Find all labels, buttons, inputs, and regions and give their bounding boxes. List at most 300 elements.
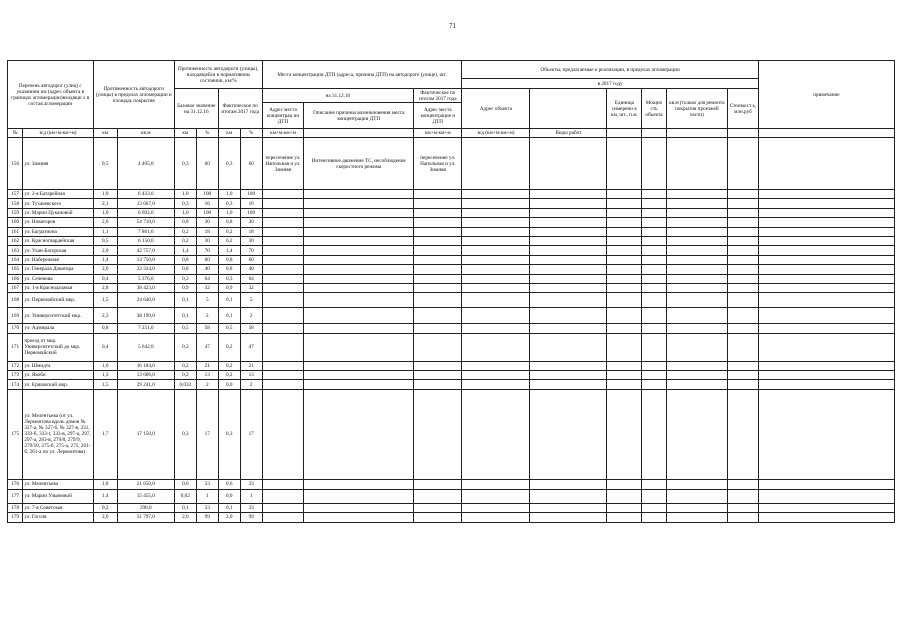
cell-empty: [666, 489, 727, 503]
cell-name: ул. Генерала Доватора: [23, 265, 93, 274]
cell-dtp-addr: [262, 190, 304, 199]
cell-f-km: 0,8: [218, 218, 240, 227]
cell-dtp-addr2: [414, 371, 462, 380]
cell-empty: [666, 361, 727, 370]
cell-empty: [530, 190, 607, 199]
cell-empty: [462, 138, 530, 190]
cell-f-km: 0,2: [218, 333, 240, 361]
cell-km: 0,4: [93, 274, 117, 283]
cell-b-pct: 64: [196, 274, 218, 283]
cell-sqm: 5 376,0: [117, 274, 174, 283]
cell-empty: [666, 380, 727, 389]
cell-empty: [728, 389, 759, 479]
cell-empty: [642, 265, 666, 274]
sub-kmm2: км+м-км+м: [414, 129, 462, 138]
cell-no: 171: [8, 333, 23, 361]
cell-dtp-reason: [304, 489, 414, 503]
cell-empty: [642, 236, 666, 245]
cell-b-pct: 60: [196, 138, 218, 190]
cell-b-km: 0,3: [174, 389, 196, 479]
cell-km: 1,0: [93, 190, 117, 199]
cell-sqm: 38 423,0: [117, 283, 174, 292]
cell-km: 1,5: [93, 380, 117, 389]
cell-empty: [462, 227, 530, 236]
cell-b-pct: 40: [196, 265, 218, 274]
cell-b-km: 0,9: [174, 283, 196, 292]
cell-empty: [462, 361, 530, 370]
cell-f-km: 0,3: [218, 274, 240, 283]
cell-empty: [666, 503, 727, 512]
cell-no: 174: [8, 380, 23, 389]
cell-no: 164: [8, 255, 23, 264]
cell-name: ул. Тухачевского: [23, 199, 93, 208]
cell-empty: [607, 255, 642, 264]
table-row: [8, 138, 895, 190]
cell-f-pct: 30: [240, 218, 262, 227]
cell-f-pct: 60: [240, 255, 262, 264]
cell-dtp-addr: [262, 479, 304, 489]
cell-empty: [462, 208, 530, 217]
cell-km: 2,0: [93, 246, 117, 255]
cell-b-km: 0,2: [174, 361, 196, 370]
sub-no: №: [8, 129, 23, 138]
cell-sqm: 4 405,0: [117, 138, 174, 190]
cell-sqm: 6 692,0: [117, 208, 174, 217]
cell-empty: [530, 293, 607, 308]
header-fact: Фактическое по итогам 2017 года: [218, 89, 262, 129]
cell-dtp-addr: [262, 293, 304, 308]
cell-empty: [530, 283, 607, 292]
cell-empty: [462, 308, 530, 324]
cell-name: ул. Сеченова: [23, 274, 93, 283]
cell-empty: [530, 389, 607, 479]
cell-no: 160: [8, 218, 23, 227]
cell-b-pct: 100: [196, 190, 218, 199]
cell-dtp-addr2: [414, 199, 462, 208]
header-roads: Перечень автодорог (улиц) с указанием км (адрес объекта в границах агломерации)входящи х в состав агломерации: [8, 61, 94, 129]
cell-empty: [642, 361, 666, 370]
table-row: [8, 361, 895, 370]
cell-dtp-addr: [262, 489, 304, 503]
header-dtp-addr2: Адрес места концентрацие и ДТП: [414, 103, 462, 129]
cell-empty: [462, 199, 530, 208]
cell-empty: [758, 236, 894, 245]
cell-empty: [530, 371, 607, 380]
cell-dtp-addr: пересечение ул. Напольная и ул. Зимняя: [262, 138, 304, 190]
cell-empty: [758, 138, 894, 190]
cell-no: 177: [8, 489, 23, 503]
cell-sqm: 42 757,0: [117, 246, 174, 255]
cell-dtp-reason: [304, 361, 414, 370]
cell-dtp-addr2: [414, 190, 462, 199]
cell-empty: [462, 324, 530, 333]
table-row: [8, 293, 895, 308]
cell-sqm: 6 433,0: [117, 190, 174, 199]
cell-b-km: 1,0: [174, 208, 196, 217]
cell-dtp-addr: [262, 503, 304, 512]
cell-empty: [462, 380, 530, 389]
sub-works: Виды работ: [530, 129, 607, 138]
cell-empty: [462, 479, 530, 489]
table-row: [8, 227, 895, 236]
cell-no: 161: [8, 227, 23, 236]
cell-km: 0,5: [93, 138, 117, 190]
cell-f-pct: 2: [240, 380, 262, 389]
cell-sqm: 7 251,0: [117, 324, 174, 333]
cell-empty: [607, 208, 642, 217]
cell-dtp-addr2: [414, 218, 462, 227]
cell-empty: [607, 513, 642, 522]
cell-empty: [728, 308, 759, 324]
cell-empty: [530, 489, 607, 503]
cell-f-pct: 60: [240, 138, 262, 190]
cell-b-km: 0,032: [174, 380, 196, 389]
cell-b-pct: 47: [196, 333, 218, 361]
header-units: Единица измерени я км, шт., п.м.: [607, 89, 642, 129]
cell-name: ул. Марии Ульяновой: [23, 489, 93, 503]
cell-f-pct: 30: [240, 236, 262, 245]
cell-f-pct: 18: [240, 227, 262, 236]
cell-empty: [607, 361, 642, 370]
cell-empty: [758, 503, 894, 512]
cell-b-pct: 33: [196, 479, 218, 489]
cell-km: 2,1: [93, 199, 117, 208]
header-obj-addr: Адрес объекта: [462, 89, 530, 129]
cell-empty: [728, 513, 759, 522]
cell-empty: [530, 218, 607, 227]
cell-km: 1,4: [93, 255, 117, 264]
cell-dtp-addr2: [414, 208, 462, 217]
cell-no: 162: [8, 236, 23, 245]
cell-empty: [642, 308, 666, 324]
cell-empty: [758, 479, 894, 489]
cell-empty: [758, 199, 894, 208]
cell-empty: [642, 283, 666, 292]
cell-f-km: 0,8: [218, 265, 240, 274]
cell-b-km: 0,3: [174, 274, 196, 283]
sub-kmm: км+м-км+м: [262, 129, 304, 138]
cell-empty: [728, 361, 759, 370]
cell-empty: [666, 513, 727, 522]
cell-dtp-reason: [304, 479, 414, 489]
cell-b-km: 1,0: [174, 190, 196, 199]
header-power: Мощно сть объекта: [642, 89, 666, 129]
cell-km: 1,7: [93, 389, 117, 479]
cell-dtp-reason: [304, 513, 414, 522]
cell-empty: [607, 227, 642, 236]
cell-dtp-reason: [304, 227, 414, 236]
cell-dtp-reason: [304, 308, 414, 324]
cell-empty: [728, 246, 759, 255]
cell-empty: [642, 199, 666, 208]
cell-dtp-reason: [304, 293, 414, 308]
cell-dtp-addr2: [414, 503, 462, 512]
cell-empty: [666, 283, 727, 292]
cell-name: ул. Мелентьева: [23, 479, 93, 489]
cell-f-km: 0,3: [218, 389, 240, 479]
cell-dtp-addr: [262, 274, 304, 283]
cell-dtp-addr2: пересечение ул. Напольная и ул. Зимняя: [414, 138, 462, 190]
cell-f-pct: 40: [240, 265, 262, 274]
cell-empty: [607, 371, 642, 380]
cell-empty: [462, 246, 530, 255]
cell-name: ул. Новаторов: [23, 218, 93, 227]
cell-dtp-addr2: [414, 293, 462, 308]
sub-pct: %: [196, 129, 218, 138]
cell-empty: [607, 380, 642, 389]
table-row: [8, 265, 895, 274]
cell-empty: [728, 283, 759, 292]
cell-empty: [462, 513, 530, 522]
cell-dtp-reason: [304, 255, 414, 264]
cell-empty: [666, 333, 727, 361]
cell-empty: [607, 265, 642, 274]
cell-sqm: 21 650,0: [117, 479, 174, 489]
cell-dtp-reason: [304, 208, 414, 217]
cell-empty: [758, 308, 894, 324]
header-repair: кв.м (только для ремонта покрытия проезжей части): [666, 89, 727, 129]
cell-dtp-reason: [304, 389, 414, 479]
cell-empty: [642, 503, 666, 512]
cell-f-km: 0,3: [218, 199, 240, 208]
cell-empty: [642, 489, 666, 503]
cell-empty: [728, 479, 759, 489]
cell-b-pct: 16: [196, 199, 218, 208]
cell-sqm: 6 150,0: [117, 236, 174, 245]
cell-b-km: 0,1: [174, 308, 196, 324]
cell-empty: [642, 246, 666, 255]
cell-empty: [728, 333, 759, 361]
cell-km: 0,5: [93, 236, 117, 245]
cell-b-pct: 30: [196, 236, 218, 245]
cell-f-pct: 32: [240, 283, 262, 292]
cell-sqm: 17 150,0: [117, 389, 174, 479]
cell-sqm: 13 606,0: [117, 371, 174, 380]
cell-name: ул. Якоби: [23, 371, 93, 380]
cell-dtp-addr: [262, 308, 304, 324]
cell-empty: [728, 190, 759, 199]
cell-f-km: 0,0: [218, 489, 240, 503]
cell-no: 170: [8, 324, 23, 333]
cell-f-km: 0,8: [218, 255, 240, 264]
cell-dtp-addr: [262, 255, 304, 264]
sub-km2: км: [93, 129, 117, 138]
cell-empty: [530, 246, 607, 255]
cell-empty: [728, 236, 759, 245]
table-row: [8, 255, 895, 264]
cell-empty: [607, 308, 642, 324]
cell-b-pct: 21: [196, 361, 218, 370]
header-dtp-addr: Адрес места концентрац ии ДТП: [262, 103, 304, 129]
cell-empty: [666, 236, 727, 245]
cell-f-km: 0,2: [218, 227, 240, 236]
cell-sqm: 298,0: [117, 503, 174, 512]
cell-empty: [758, 218, 894, 227]
cell-empty: [462, 255, 530, 264]
cell-dtp-addr: [262, 389, 304, 479]
cell-b-km: 0,8: [174, 218, 196, 227]
cell-dtp-addr: [262, 324, 304, 333]
cell-dtp-addr: [262, 283, 304, 292]
cell-empty: [607, 293, 642, 308]
cell-f-pct: 5: [240, 293, 262, 308]
table-row: [8, 333, 895, 361]
cell-dtp-reason: [304, 265, 414, 274]
cell-empty: [530, 333, 607, 361]
cell-km: 2,8: [93, 283, 117, 292]
cell-empty: [607, 389, 642, 479]
cell-empty: [642, 274, 666, 283]
cell-empty: [666, 199, 727, 208]
cell-f-pct: 100: [240, 208, 262, 217]
cell-empty: [607, 274, 642, 283]
cell-no: 178: [8, 503, 23, 512]
cell-empty: [642, 218, 666, 227]
cell-f-pct: 21: [240, 361, 262, 370]
cell-empty: [530, 138, 607, 190]
cell-b-km: 0,2: [174, 371, 196, 380]
cell-empty: [758, 246, 894, 255]
cell-sqm: 22 334,0: [117, 265, 174, 274]
cell-empty: [666, 208, 727, 217]
sub-objkm: в/д (км+м-км+м): [462, 129, 530, 138]
cell-empty: [642, 513, 666, 522]
cell-empty: [462, 503, 530, 512]
header-dtp-reason: Описание причины возникновения места концентрации ДТП: [304, 103, 414, 129]
cell-dtp-addr2: [414, 489, 462, 503]
cell-dtp-addr: [262, 246, 304, 255]
cell-f-km: 0,1: [218, 308, 240, 324]
cell-empty: [607, 218, 642, 227]
cell-empty: [462, 293, 530, 308]
cell-empty: [758, 293, 894, 308]
cell-km: 2,0: [93, 265, 117, 274]
cell-empty: [530, 199, 607, 208]
cell-empty: [530, 361, 607, 370]
cell-sqm: 29 241,0: [117, 380, 174, 389]
cell-empty: [607, 246, 642, 255]
cell-sqm: 38 190,0: [117, 308, 174, 324]
cell-b-pct: 58: [196, 324, 218, 333]
cell-empty: [642, 255, 666, 264]
cell-empty: [642, 389, 666, 479]
cell-empty: [607, 283, 642, 292]
cell-b-km: 0,2: [174, 227, 196, 236]
cell-empty: [666, 246, 727, 255]
cell-empty: [728, 255, 759, 264]
cell-empty: [642, 227, 666, 236]
cell-empty: [728, 265, 759, 274]
cell-f-km: 0,0: [218, 380, 240, 389]
cell-f-km: 0,1: [218, 293, 240, 308]
cell-dtp-addr2: [414, 283, 462, 292]
header-dtp: Места концентрации ДТП (адреса, причина ДТП) на автодороге (улице), шт.: [262, 61, 462, 89]
cell-empty: [758, 274, 894, 283]
cell-empty: [462, 218, 530, 227]
cell-name: ул. Гоголя: [23, 513, 93, 522]
cell-f-km: 0,3: [218, 138, 240, 190]
cell-no: 157: [8, 190, 23, 199]
sub-km-b: км: [218, 129, 240, 138]
cell-f-pct: 13: [240, 371, 262, 380]
cell-dtp-addr: [262, 208, 304, 217]
cell-dtp-reason: [304, 274, 414, 283]
cell-f-km: 1,4: [218, 246, 240, 255]
cell-b-km: 0,5: [174, 324, 196, 333]
cell-empty: [462, 371, 530, 380]
cell-km: 1,1: [93, 227, 117, 236]
cell-name: ул. Адмирала: [23, 324, 93, 333]
cell-no: 168: [8, 293, 23, 308]
cell-empty: [607, 479, 642, 489]
cell-dtp-addr2: [414, 308, 462, 324]
cell-empty: [728, 380, 759, 389]
cell-name: ул. Марии Цукановой: [23, 208, 93, 217]
cell-f-pct: 16: [240, 199, 262, 208]
cell-f-km: 0,1: [218, 503, 240, 512]
cell-empty: [666, 293, 727, 308]
cell-empty: [728, 138, 759, 190]
cell-f-km: 0,2: [218, 236, 240, 245]
cell-name: ул. 2-я Батарейная: [23, 190, 93, 199]
cell-km: 2,0: [93, 513, 117, 522]
cell-empty: [462, 283, 530, 292]
cell-name: ул. Багратиона: [23, 227, 93, 236]
cell-km: 2,6: [93, 218, 117, 227]
cell-f-pct: 1: [240, 489, 262, 503]
cell-empty: [728, 503, 759, 512]
cell-no: 179: [8, 513, 23, 522]
cell-empty: [642, 208, 666, 217]
cell-name: ул. Мелентьева (от ул. Лермонтова вдоль домов № 327-а, № 327-б, № 327-в, 331, 333-б, 333-г, 333-в, 297-а, 297, 297-а, 283-в, 279/8, 279/9, 279/10, 275-б, 275-а, 275, 261-б, 261-а по ул. Лермонтова): [23, 389, 93, 479]
cell-b-pct: 17: [196, 389, 218, 479]
cell-dtp-addr2: [414, 246, 462, 255]
cell-b-pct: 33: [196, 503, 218, 512]
cell-b-pct: 60: [196, 255, 218, 264]
cell-dtp-addr: [262, 218, 304, 227]
cell-dtp-addr2: [414, 236, 462, 245]
cell-empty: [758, 371, 894, 380]
cell-name: ул. Набережная: [23, 255, 93, 264]
cell-km: 1,4: [93, 489, 117, 503]
table-row: [8, 190, 895, 199]
cell-dtp-reason: [304, 380, 414, 389]
cell-empty: [642, 293, 666, 308]
table-row: [8, 218, 895, 227]
table-row: [8, 503, 895, 512]
cell-empty: [530, 265, 607, 274]
cell-sqm: 51 797,0: [117, 513, 174, 522]
cell-dtp-addr2: [414, 380, 462, 389]
cell-empty: [666, 274, 727, 283]
cell-no: 172: [8, 361, 23, 370]
cell-empty: [530, 324, 607, 333]
cell-b-pct: 32: [196, 283, 218, 292]
cell-dtp-addr2: [414, 513, 462, 522]
cell-no: 166: [8, 274, 23, 283]
table-row: [8, 199, 895, 208]
cell-dtp-reason: [304, 246, 414, 255]
cell-empty: [530, 236, 607, 245]
cell-empty: [642, 479, 666, 489]
sub-pct2: %: [240, 129, 262, 138]
header-norm: Протяженность автодороги (улицы), находящейся в нормативном состоянии, км/%: [174, 61, 262, 89]
cell-f-km: 1,0: [218, 208, 240, 217]
cell-b-pct: 70: [196, 246, 218, 255]
cell-f-km: 0,6: [218, 479, 240, 489]
cell-f-pct: 33: [240, 503, 262, 512]
cell-b-km: 0,3: [174, 138, 196, 190]
